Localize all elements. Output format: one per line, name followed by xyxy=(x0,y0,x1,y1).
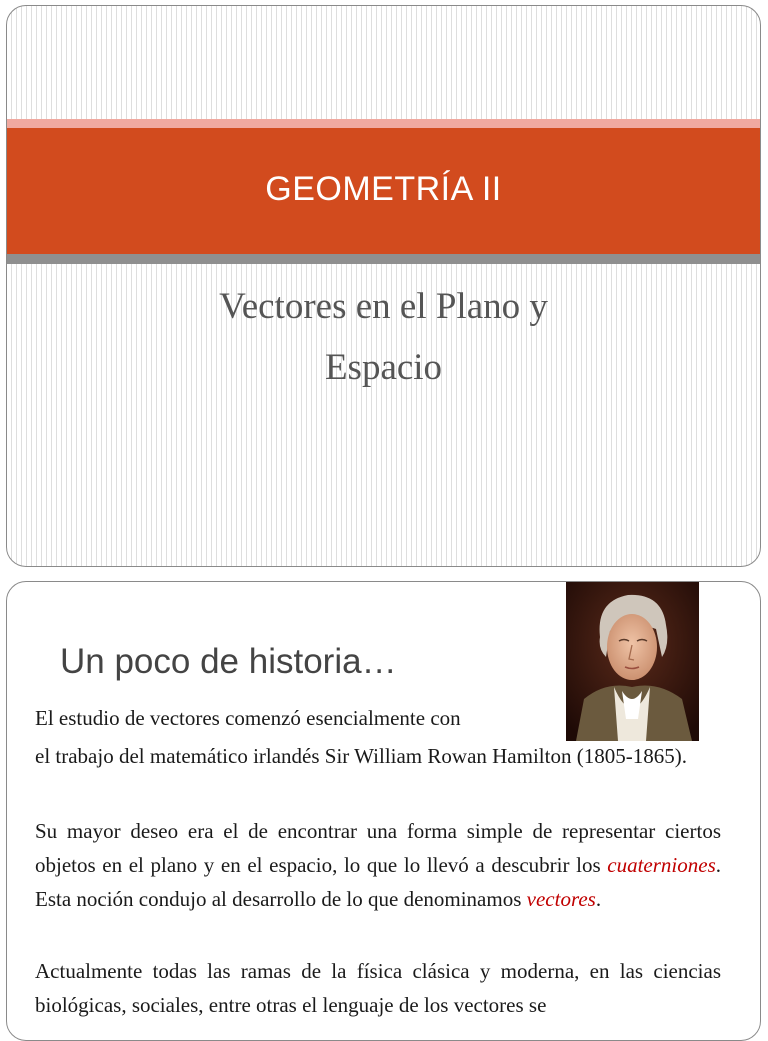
paragraph-4: Actualmente todas las ramas de la física clásica y moderna, en las ciencias biológicas, sociales, entre otras el lenguaje de los vectores se xyxy=(35,959,721,1017)
accent-stripe-bottom xyxy=(7,254,760,264)
term-cuaterniones: cuaterniones xyxy=(607,853,716,877)
paragraph-3-text-b: . Esta noción condujo al desarrollo de lo que denominamos xyxy=(35,853,721,911)
slide-subtitle xyxy=(7,276,760,398)
paragraph-3-text-a: Su mayor deseo era el de encontrar una forma simple de representar ciertos objetos en el plano y en el espacio, lo que lo llevó a descubrir los xyxy=(35,819,721,877)
paragraph-3-text-c: . xyxy=(595,887,602,911)
subtitle-line-2: Espacio xyxy=(324,347,443,388)
accent-stripe-top xyxy=(7,119,760,128)
paragraph-3 xyxy=(35,814,721,916)
paragraph-2: el trabajo del matemático irlandés Sir William Rowan Hamilton (1805-1865). xyxy=(35,744,687,768)
title-band xyxy=(7,128,760,254)
term-vectores: vectores xyxy=(526,887,596,911)
paragraph-1: El estudio de vectores comenzó esencialmente con xyxy=(35,706,461,730)
title-slide xyxy=(6,5,761,567)
history-slide xyxy=(6,581,761,1041)
subtitle-line-1: Vectores en el Plano y xyxy=(219,286,548,327)
slide-title: GEOMETRÍA II xyxy=(265,169,502,208)
section-heading: Un poco de historia… xyxy=(60,642,397,681)
